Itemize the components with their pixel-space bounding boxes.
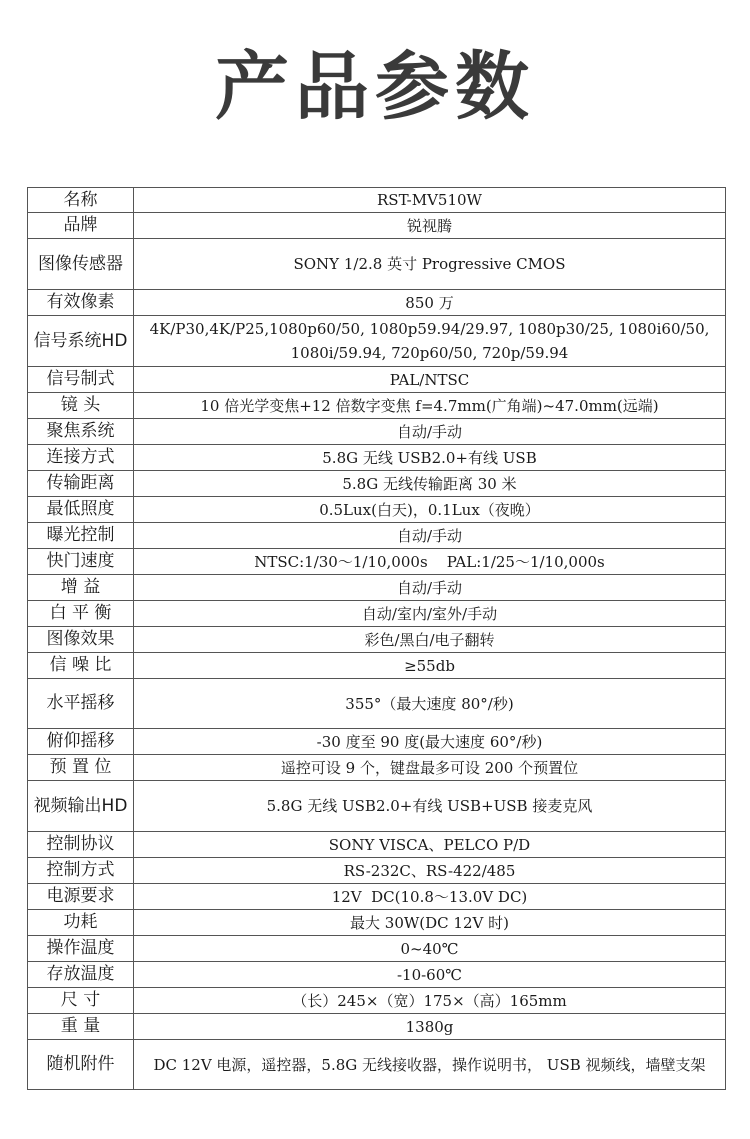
spec-label: 预 置 位	[28, 755, 134, 781]
spec-value: 0.5Lux(白天)，0.1Lux（夜晚）	[134, 497, 726, 523]
spec-label: 品牌	[28, 213, 134, 239]
spec-label: 重 量	[28, 1014, 134, 1040]
spec-label: 随机附件	[28, 1040, 134, 1090]
spec-value: 锐视腾	[134, 213, 726, 239]
spec-value: SONY VISCA、PELCO P/D	[134, 832, 726, 858]
table-row	[28, 213, 726, 239]
spec-table	[27, 187, 726, 1090]
spec-label: 电源要求	[28, 884, 134, 910]
table-row	[28, 290, 726, 316]
table-row	[28, 523, 726, 549]
spec-label: 快门速度	[28, 549, 134, 575]
spec-value: -30 度至 90 度(最大速度 60°/秒)	[134, 729, 726, 755]
spec-value: 4K/P30,4K/P25,1080p60/50, 1080p59.94/29.97, 1080p30/25, 1080i60/50, 1080i/59.94, 720p60/50, 720p/59.94	[134, 316, 726, 367]
spec-label: 水平摇移	[28, 679, 134, 729]
spec-label: 图像传感器	[28, 239, 134, 290]
spec-value: RS-232C、RS-422/485	[134, 858, 726, 884]
spec-label: 视频输出HD	[28, 781, 134, 832]
spec-value: 自动/手动	[134, 523, 726, 549]
spec-label: 信号系统HD	[28, 316, 134, 367]
table-row	[28, 497, 726, 523]
spec-value: 遥控可设 9 个，键盘最多可设 200 个预置位	[134, 755, 726, 781]
table-row	[28, 1040, 726, 1090]
spec-label: 俯仰摇移	[28, 729, 134, 755]
spec-label: 信 噪 比	[28, 653, 134, 679]
spec-value: SONY 1/2.8 英寸 Progressive CMOS	[134, 239, 726, 290]
spec-value: 自动/手动	[134, 575, 726, 601]
table-row	[28, 781, 726, 832]
spec-value: 12V DC(10.8～13.0V DC)	[134, 884, 726, 910]
spec-value: 5.8G 无线 USB2.0+有线 USB	[134, 445, 726, 471]
spec-label: 操作温度	[28, 936, 134, 962]
table-row	[28, 910, 726, 936]
spec-label: 镜 头	[28, 393, 134, 419]
spec-label: 存放温度	[28, 962, 134, 988]
table-row	[28, 936, 726, 962]
table-row	[28, 832, 726, 858]
spec-label: 最低照度	[28, 497, 134, 523]
spec-value: 5.8G 无线 USB2.0+有线 USB+USB 接麦克风	[134, 781, 726, 832]
table-row	[28, 601, 726, 627]
table-row	[28, 549, 726, 575]
table-row	[28, 962, 726, 988]
table-row	[28, 367, 726, 393]
spec-value: 355°（最大速度 80°/秒)	[134, 679, 726, 729]
table-row	[28, 627, 726, 653]
spec-value: 最大 30W(DC 12V 时)	[134, 910, 726, 936]
spec-label: 信号制式	[28, 367, 134, 393]
spec-value: RST-MV510W	[134, 188, 726, 213]
spec-value: 5.8G 无线传输距离 30 米	[134, 471, 726, 497]
spec-value: 自动/手动	[134, 419, 726, 445]
spec-label: 控制方式	[28, 858, 134, 884]
spec-value: 1380g	[134, 1014, 726, 1040]
spec-label: 传输距离	[28, 471, 134, 497]
spec-value: 自动/室内/室外/手动	[134, 601, 726, 627]
spec-label: 图像效果	[28, 627, 134, 653]
spec-label: 曝光控制	[28, 523, 134, 549]
spec-value: NTSC:1/30～1/10,000s PAL:1/25～1/10,000s	[134, 549, 726, 575]
spec-label: 控制协议	[28, 832, 134, 858]
table-row	[28, 575, 726, 601]
table-row	[28, 239, 726, 290]
table-row	[28, 393, 726, 419]
table-row	[28, 1014, 726, 1040]
spec-label: 增 益	[28, 575, 134, 601]
spec-label: 名称	[28, 188, 134, 213]
table-row	[28, 679, 726, 729]
spec-label: 功耗	[28, 910, 134, 936]
spec-label: 有效像素	[28, 290, 134, 316]
spec-value: 850 万	[134, 290, 726, 316]
spec-label: 聚焦系统	[28, 419, 134, 445]
table-row	[28, 316, 726, 367]
spec-value: PAL/NTSC	[134, 367, 726, 393]
spec-value: 10 倍光学变焦+12 倍数字变焦 f=4.7mm(广角端)~47.0mm(远端)	[134, 393, 726, 419]
table-row	[28, 988, 726, 1014]
spec-label: 白 平 衡	[28, 601, 134, 627]
table-row	[28, 653, 726, 679]
spec-label: 连接方式	[28, 445, 134, 471]
table-row	[28, 755, 726, 781]
spec-value: ≥55db	[134, 653, 726, 679]
table-row	[28, 188, 726, 213]
table-row	[28, 858, 726, 884]
table-row	[28, 884, 726, 910]
table-row	[28, 445, 726, 471]
table-row	[28, 729, 726, 755]
spec-value: -10-60℃	[134, 962, 726, 988]
table-row	[28, 419, 726, 445]
spec-value: 彩色/黑白/电子翻转	[134, 627, 726, 653]
spec-value: 0~40℃	[134, 936, 726, 962]
page-title: 产品参数	[215, 44, 535, 130]
spec-label: 尺 寸	[28, 988, 134, 1014]
table-row	[28, 471, 726, 497]
spec-value: （长）245×（宽）175×（高）165mm	[134, 988, 726, 1014]
spec-value: DC 12V 电源，遥控器，5.8G 无线接收器，操作说明书， USB 视频线，墙壁支架	[134, 1040, 726, 1090]
